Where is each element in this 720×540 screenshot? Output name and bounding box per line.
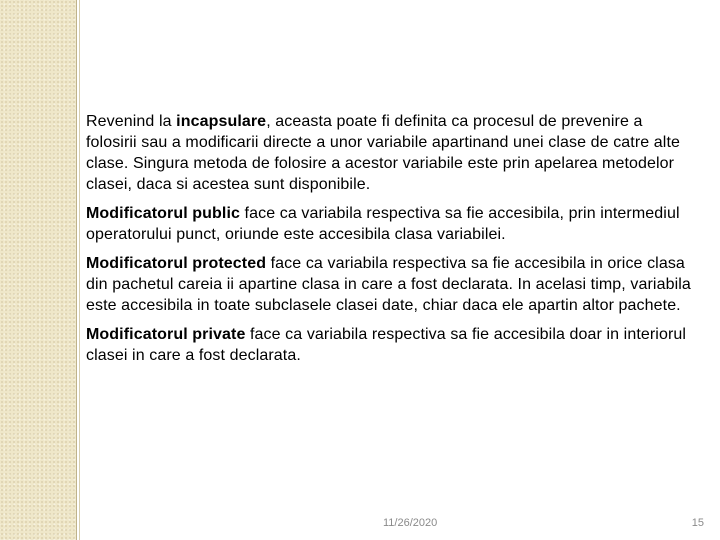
paragraph-text: face ca variabila respectiva sa fie accesibila in orice clasa din pachetul careia ii apartine clasa in care a fost declarata. In acelasi timp, variabila este accesibila in toate subclasele clasei date, chiar daca ele apartin altor pachete. xyxy=(86,255,691,314)
term-private-modifier: Modificatorul private xyxy=(86,326,246,343)
term-encapsulation: incapsulare xyxy=(176,113,267,130)
term-public-modifier: Modificatorul public xyxy=(86,205,240,222)
term-protected-modifier: Modificatorul protected xyxy=(86,255,267,272)
paragraph-lead: Revenind la xyxy=(86,113,177,130)
paragraph-text: face ca variabila respectiva sa fie accesibila, prin intermediul operatorului punct, oriunde este accesibila clasa variabilei. xyxy=(86,205,680,243)
paragraph-encapsulation xyxy=(86,111,696,195)
paragraph-protected xyxy=(86,253,696,316)
footer-page-number: 15 xyxy=(691,517,704,529)
decorative-side-band xyxy=(0,0,77,540)
footer-date: 11/26/2020 xyxy=(383,517,438,529)
slide-body xyxy=(86,111,696,374)
paragraph-public xyxy=(86,203,696,245)
paragraph-text: , aceasta poate fi definita ca procesul de prevenire a folosirii sau a modificarii directe a unor variabile apartinand unei clase de catre alte clase. Singura metoda de folosire a acestor variabile este prin apelarea metodelor clasei, daca si acestea sunt disponibile. xyxy=(86,113,681,193)
side-band-divider xyxy=(79,0,80,540)
paragraph-text: face ca variabila respectiva sa fie accesibila doar in interiorul clasei in care a fost declarata. xyxy=(86,326,687,364)
paragraph-private xyxy=(86,324,696,366)
